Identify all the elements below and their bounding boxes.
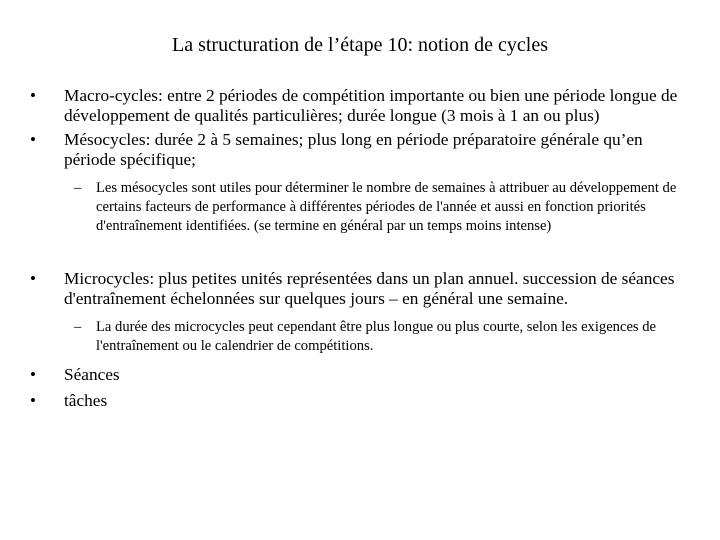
sub-item-microcycles <box>74 318 690 356</box>
sub-item-mesocycles <box>74 179 690 236</box>
bullet-text: Mésocycles: durée 2 à 5 semaines; plus long en période préparatoire générale qu’en période spécifique; <box>64 130 643 169</box>
bullet-icon: • <box>30 269 36 288</box>
bullet-text: Macro-cycles: entre 2 périodes de compétition importante ou bien une période longue de développement de qualités particulières; durée longue (3 mois à 1 an ou plus) <box>64 86 678 125</box>
bullet-text: Microcycles: plus petites unités représentées dans un plan annuel. succession de séances d'entraînement échelonnées sur quelques jours – en général une semaine. <box>64 269 675 308</box>
bullet-icon: • <box>30 365 36 384</box>
slide-title: La structuration de l’étape 10: notion de cycles <box>172 34 548 56</box>
sub-text: Les mésocycles sont utiles pour déterminer le nombre de semaines à attribuer au développement de certains facteurs de performance à différentes périodes de l'année et aussi en fonction priorités d'entraînement identifiées. (se termine en général par un temps moins intense) <box>96 180 677 234</box>
bullet-item-mesocycles <box>30 130 690 170</box>
bullet-icon: • <box>30 86 36 105</box>
bullet-item-microcycles <box>30 269 690 309</box>
bullet-item-seances <box>30 365 690 385</box>
bullet-item-macrocycles <box>30 86 690 126</box>
bullet-text: tâches <box>64 391 108 410</box>
bullet-item-taches <box>30 391 690 411</box>
bullet-icon: • <box>30 391 36 410</box>
bullet-icon: • <box>30 130 36 149</box>
slide-body <box>30 86 690 411</box>
dash-icon: – <box>74 180 82 196</box>
dash-icon: – <box>74 319 82 335</box>
sub-text: La durée des microcycles peut cependant être plus longue ou plus courte, selon les exigences de l'entraînement ou le calendrier de compétitions. <box>96 319 657 354</box>
bullet-text: Séances <box>64 365 120 384</box>
